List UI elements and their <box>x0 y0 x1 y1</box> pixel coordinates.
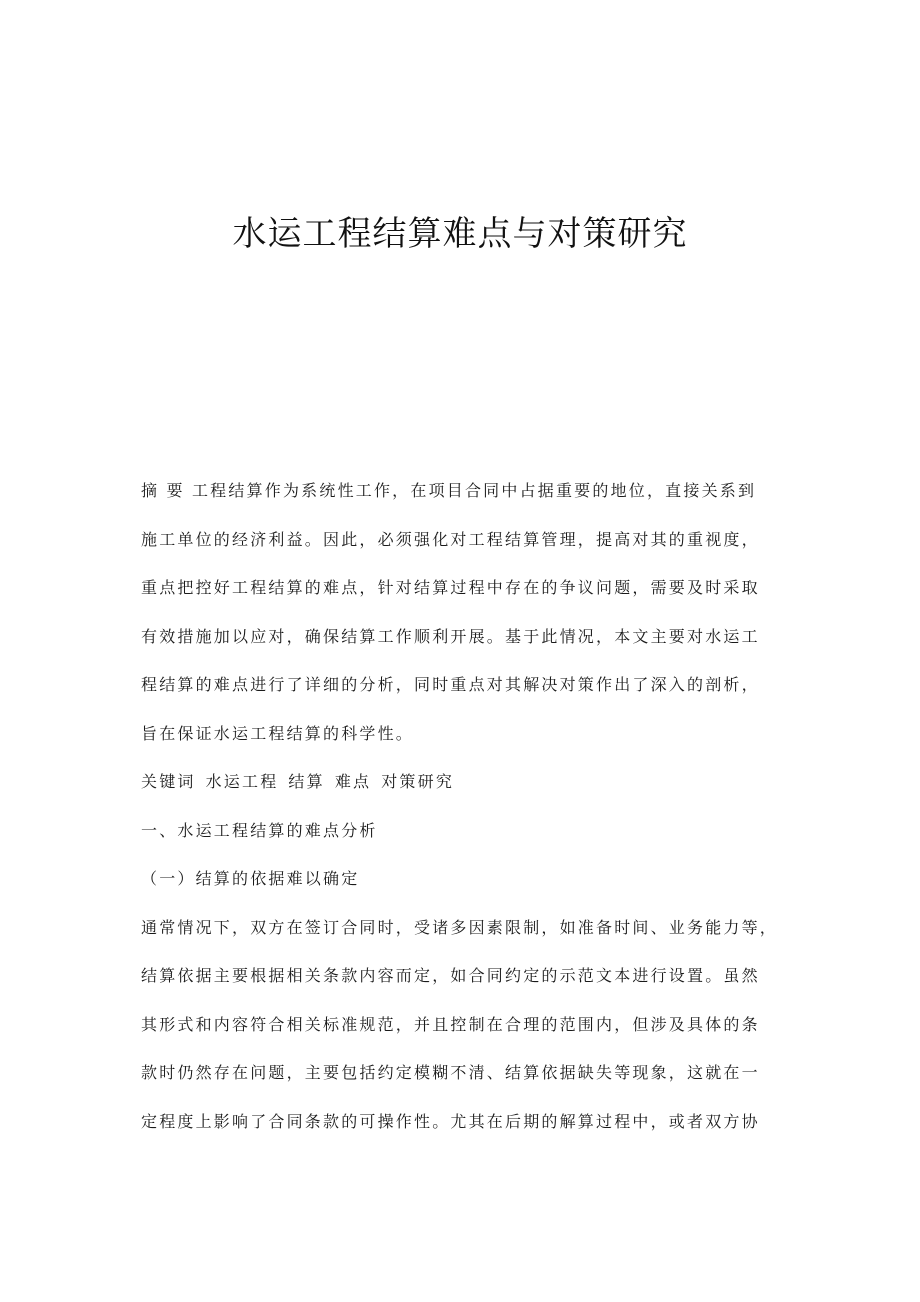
abstract-line: 有效措施加以应对，确保结算工作顺利开展。基于此情况，本文主要对水运工 <box>141 626 760 646</box>
body-line: 结算依据主要根据相关条款内容而定，如合同约定的示范文本进行设置。虽然 <box>141 966 760 985</box>
abstract-line <box>141 467 791 516</box>
keywords-row <box>141 758 791 807</box>
abstract-line: 施工单位的经济利益。因此，必须强化对工程结算管理，提高对其的重视度， <box>141 529 760 549</box>
keyword-item: 水运工程 <box>205 772 279 791</box>
document-body <box>141 467 791 1146</box>
body-line: 定程度上影响了合同条款的可操作性。尤其在后期的解算过程中，或者双方协 <box>141 1111 760 1131</box>
body-line: 其形式和内容符合相关标准规范，并且控制在合理的范围内，但涉及具体的条 <box>141 1014 760 1034</box>
abstract-label: 摘 要 <box>141 481 185 500</box>
body-line: 通常情况下，双方在签订合同时，受诸多因素限制，如准备时间、业务能力等， <box>141 917 779 937</box>
subsection-1-heading: （一）结算的依据难以确定 <box>141 869 360 888</box>
abstract-line: 程结算的难点进行了详细的分析，同时重点对其解决对策作出了深入的剖析， <box>141 675 760 694</box>
section-1-heading: 一、水运工程结算的难点分析 <box>141 820 378 840</box>
body-paragraph <box>141 904 791 1147</box>
section-heading <box>141 807 791 856</box>
abstract-line: 旨在保证水运工程结算的科学性。 <box>141 723 415 743</box>
document-title: 水运工程结算难点与对策研究 <box>232 214 688 254</box>
abstract-paragraph <box>141 467 791 758</box>
subsection-heading <box>141 855 791 904</box>
keywords-label: 关键词 <box>141 772 196 791</box>
keyword-item: 难点 <box>334 772 372 791</box>
abstract-line: 重点把控好工程结算的难点，针对结算过程中存在的争议问题，需要及时采取 <box>141 578 760 597</box>
keywords-line <box>141 758 791 807</box>
keyword-item: 对策研究 <box>381 772 455 791</box>
keyword-item: 结算 <box>288 772 325 791</box>
abstract-text: 工程结算作为系统性工作，在项目合同中占据重要的地位，直接关系到 <box>191 481 757 500</box>
body-line: 款时仍然存在问题，主要包括约定模糊不清、结算依据缺失等现象，这就在一 <box>141 1063 760 1082</box>
